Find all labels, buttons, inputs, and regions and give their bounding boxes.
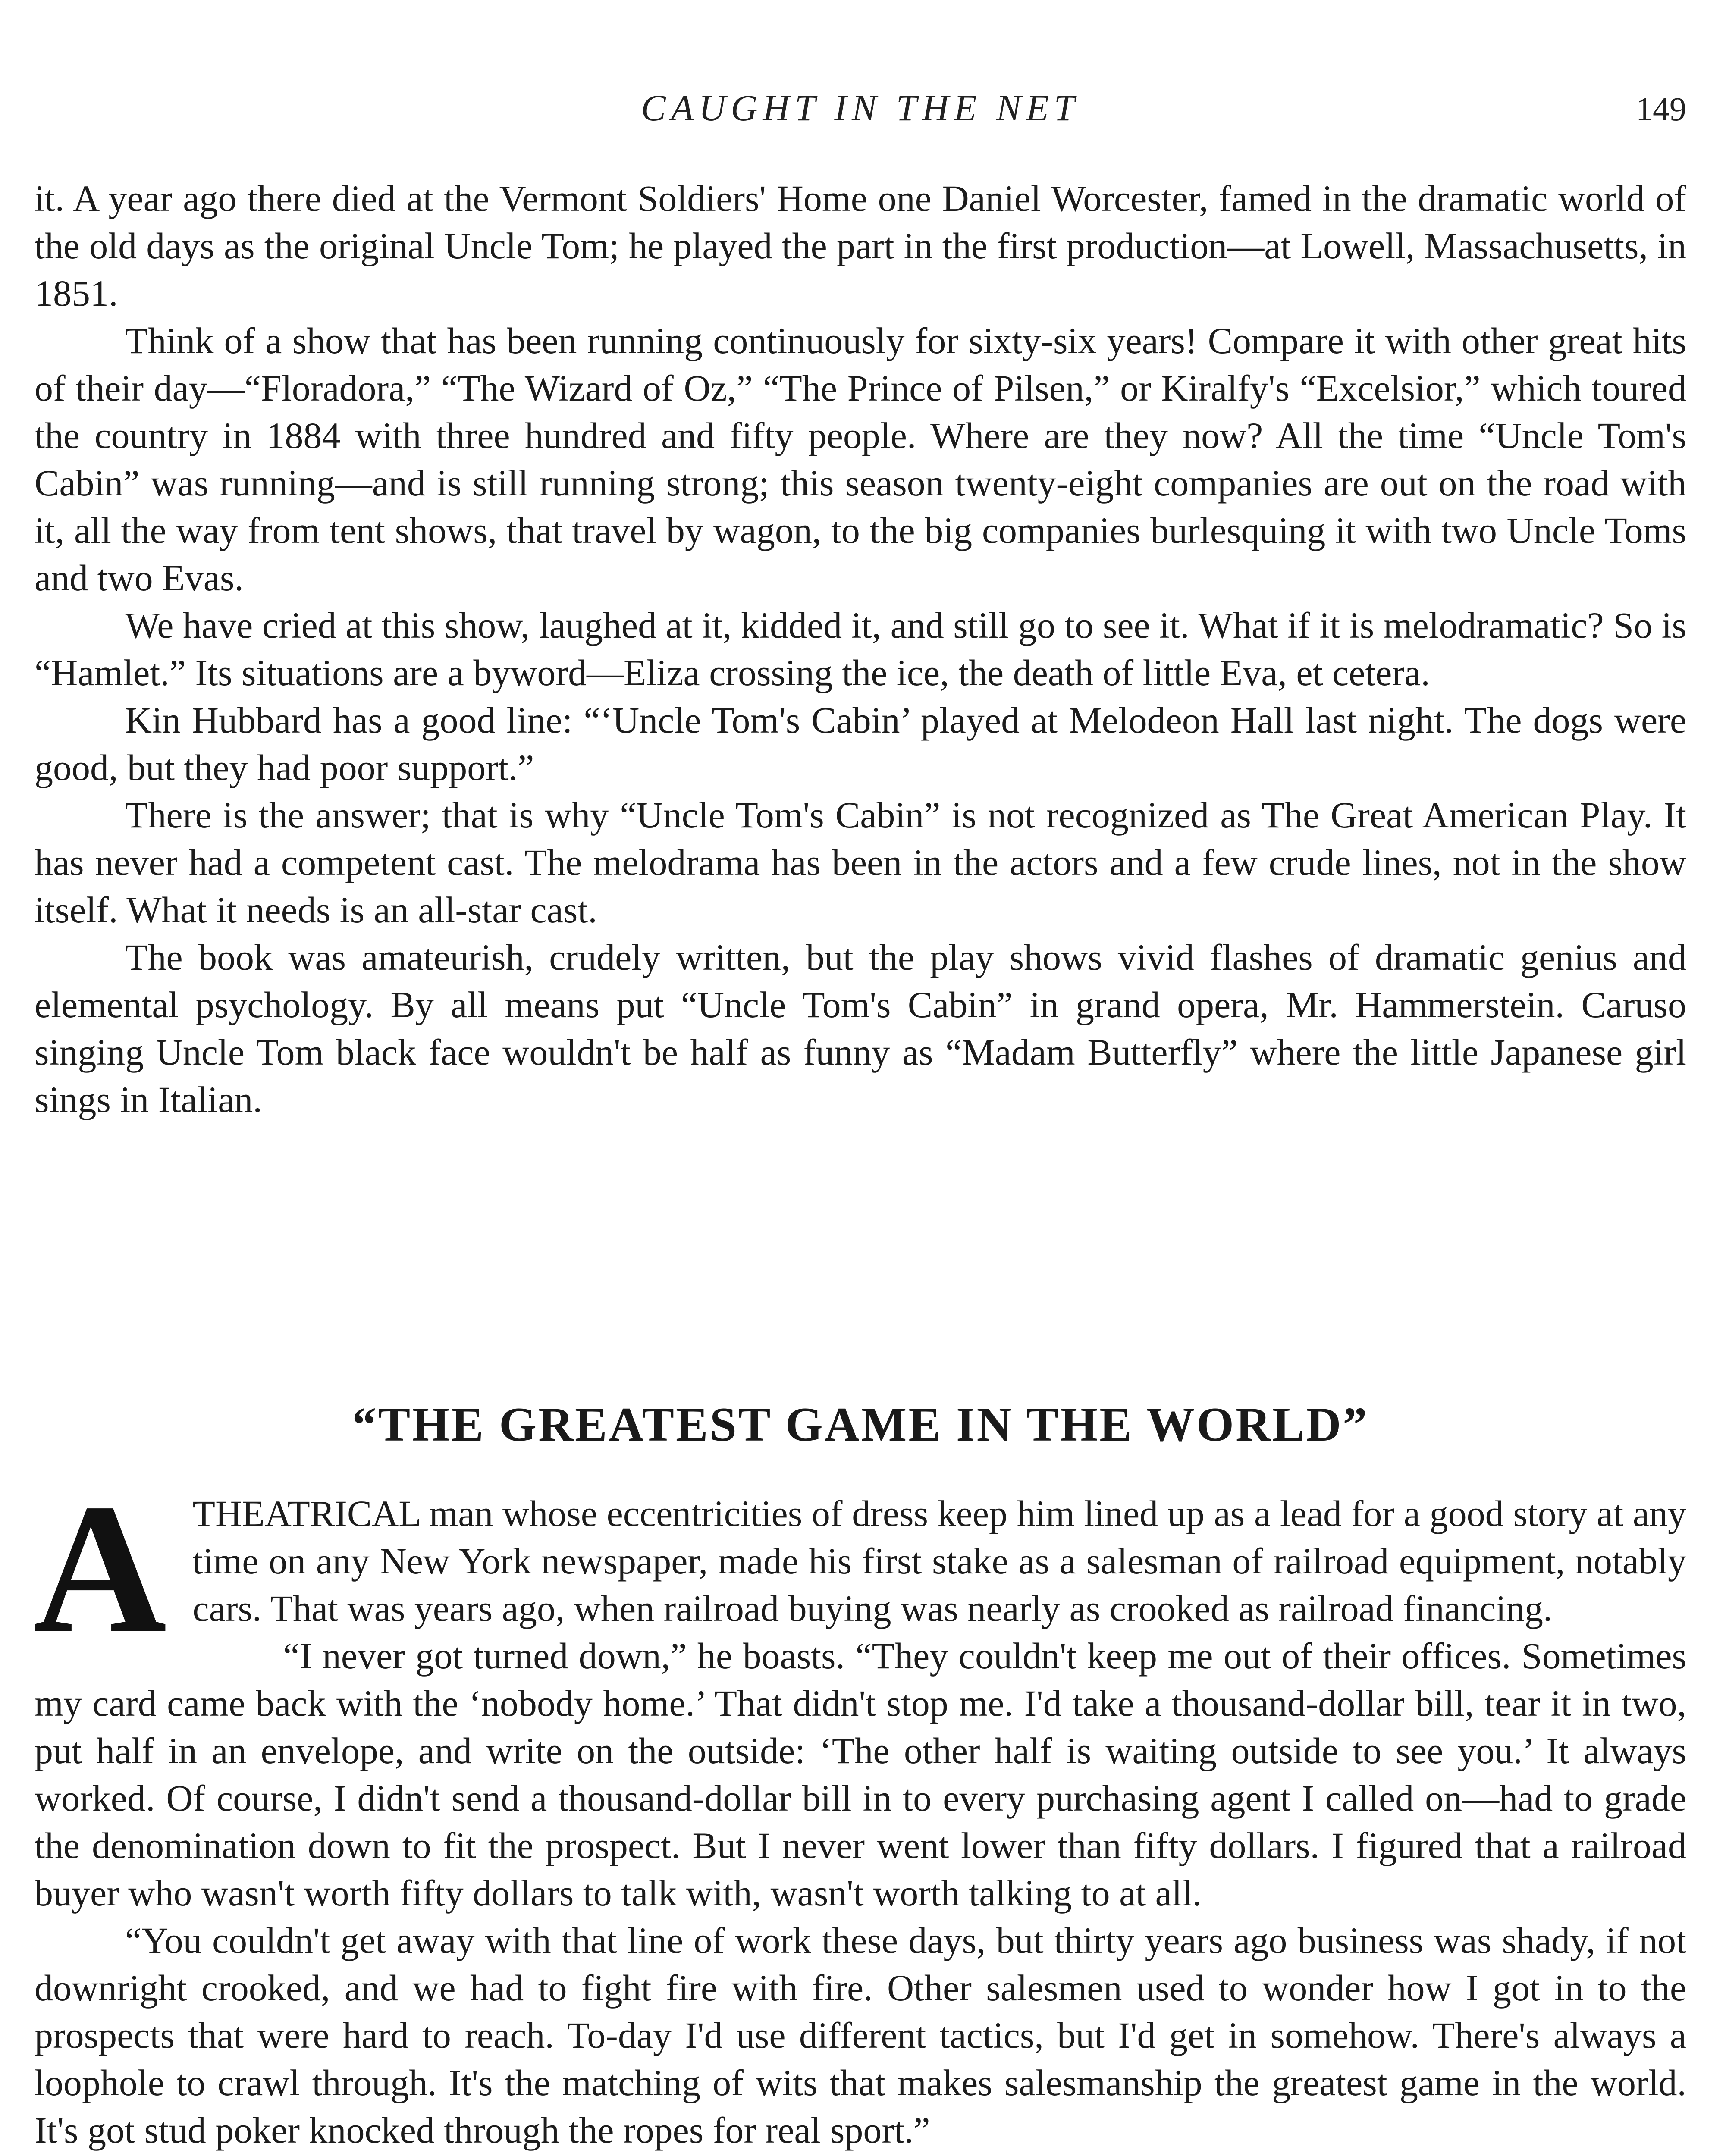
article-body (33, 1466, 1686, 2154)
paragraph: We have cried at this show, laughed at it, kidded it, and still go to see it. What if it is melodramatic? So is “Hamlet.” Its situations are a byword—Eliza crossing the ice, the death of little Eva, et cetera. (35, 605, 1686, 693)
paragraph: The book was amateurish, crudely written, but the play shows vivid flashes of dramatic genius and elemental psychology. By all means put “Uncle Tom's Cabin” in grand opera, Mr. Hammerstein. Caruso singing Uncle Tom black face wouldn't be half as funny as “Madam Butterfly” where the little Japanese girl sings in Italian. (35, 937, 1686, 1120)
page-header (35, 86, 1686, 142)
paragraph: it. A year ago there died at the Vermont Soldiers' Home one Daniel Worcester, famed in the dramatic world of the old days as the original Uncle Tom; he played the part in the first production—at Lowell, Massachusetts, in 1851. (35, 178, 1686, 314)
paragraph: “You couldn't get away with that line of work these days, but thirty years ago business was shady, if not downright crooked, and we had to fight fire with fire. Other salesmen used to wonder how I got in to the prospects that were hard to reach. To-day I'd use different tactics, but I'd get in somehow. There's always a loophole to crawl through. It's the matching of wits that makes salesmanship the greatest game in the world. It's got stud poker knocked through the ropes for real sport.” (35, 1920, 1686, 2151)
paragraph: There is the answer; that is why “Uncle Tom's Cabin” is not recognized as The Great American Play. It has never had a competent cast. The melodrama has been in the actors and a few crude lines, not in the show itself. What it needs is an all-star cast. (35, 794, 1686, 931)
paragraph: Kin Hubbard has a good line: “‘Uncle Tom's Cabin’ played at Melodeon Hall last night. The dogs were good, but they had poor support.” (35, 699, 1686, 788)
paragraph: “I never got turned down,” he boasts. “They couldn't keep me out of their offices. Sometimes my card came back with the ‘nobody home.’ That didn't stop me. I'd take a thousand-dollar bill, tear it in two, put half in an envelope, and write on the outside: ‘The other half is waiting outside to see you.’ It always worked. Of course, I didn't send a thousand-dollar bill in to every purchasing agent I called on—had to grade the denomination down to fit the prospect. But I never went lower than fifty dollars. I figured that a railroad buyer who wasn't worth fifty dollars to talk with, wasn't worth talking to at all. (35, 1635, 1686, 1914)
running-head: CAUGHT IN THE NET (641, 87, 1080, 128)
drop-cap: A (33, 1466, 167, 1671)
paragraph: Think of a show that has been running continuously for sixty-six years! Compare it with other great hits of their day—“Floradora,” “The Wizard of Oz,” “The Prince of Pilsen,” or Kiralfy's “Excelsior,” which toured the country in 1884 with three hundred and fifty people. Where are they now? All the time “Uncle Tom's Cabin” was running—and is still running strong; this season twenty-eight companies are out on the road with it, all the way from tent shows, that travel by wagon, to the big companies burlesquing it with two Uncle Toms and two Evas. (35, 320, 1686, 599)
page-number: 149 (1636, 90, 1686, 128)
article-title: “THE GREATEST GAME IN THE WORLD” (352, 1398, 1369, 1451)
paragraph: THEATRICAL man whose eccentricities of dress keep him lined up as a lead for a good story at any time on any New York newspaper, made his first stake as a salesman of railroad equipment, notably cars. That was years ago, when railroad buying was nearly as crooked as railroad financing. (192, 1493, 1686, 1629)
top-section (35, 175, 1686, 1123)
opening-paragraph (33, 1466, 1686, 1671)
